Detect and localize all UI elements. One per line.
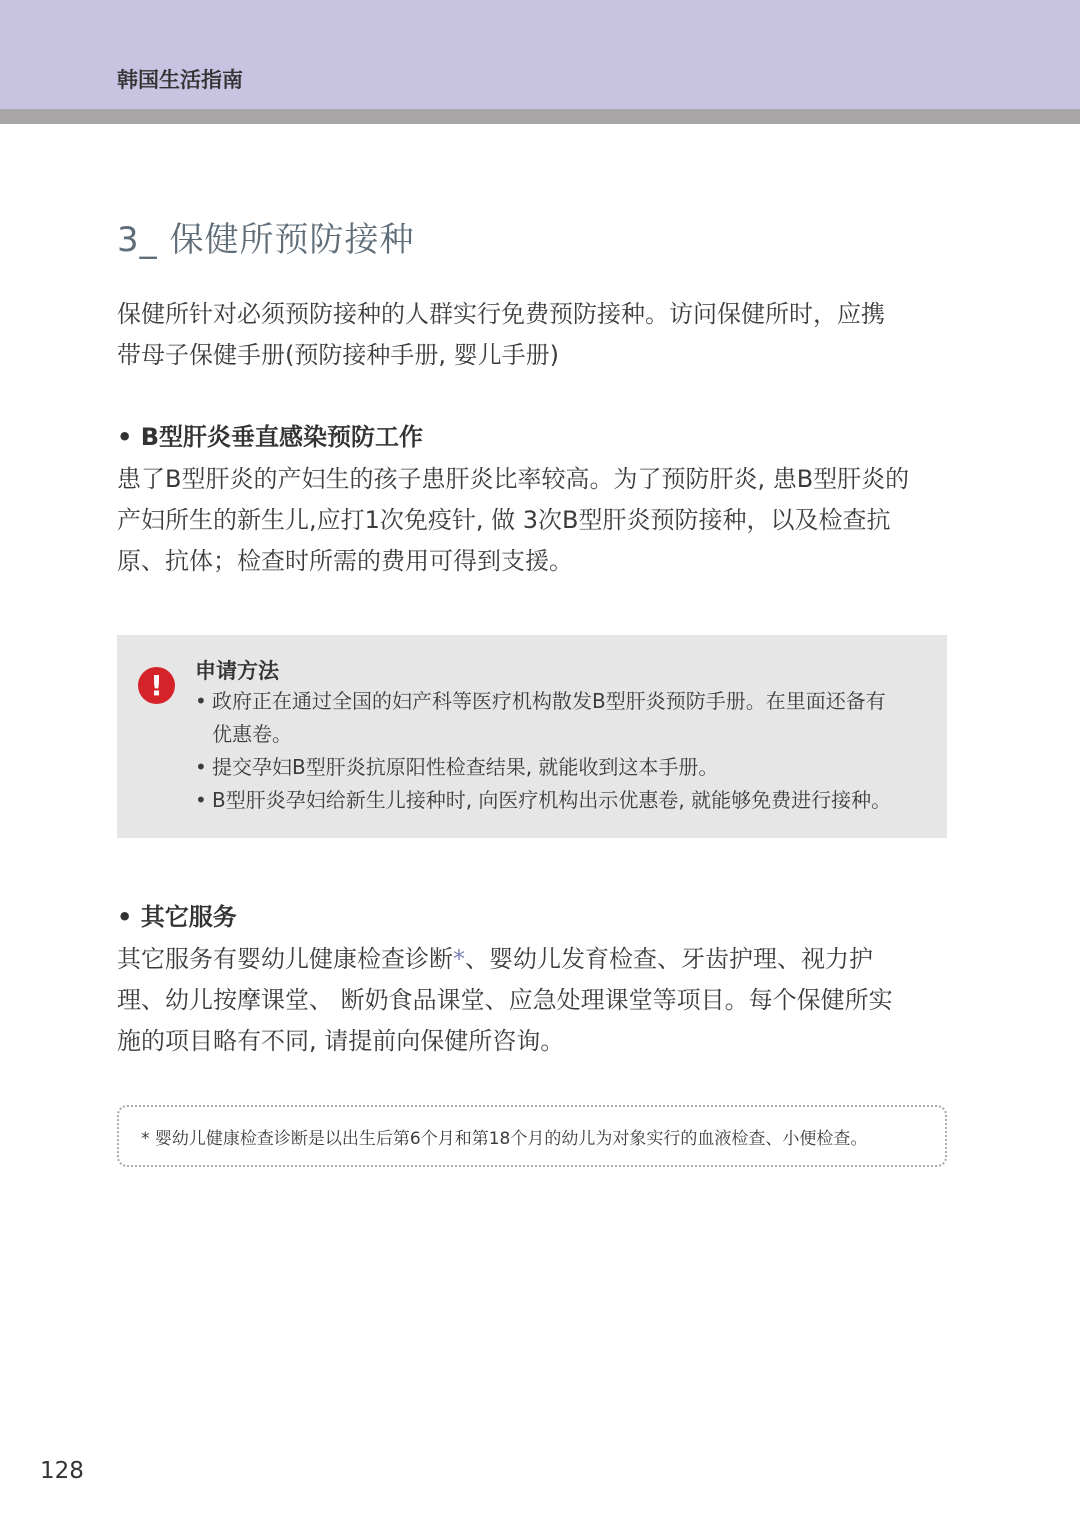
hepatitis-heading: • B型肝炎垂直感染预防工作 bbox=[117, 423, 423, 451]
section-title: 3_ 保健所预防接种 bbox=[117, 220, 415, 260]
list-item bbox=[195, 751, 940, 784]
hepatitis-line-2: 产妇所生的新生儿,应打1次免疫针, 做 3次B型肝炎预防接种，以及检查抗 bbox=[117, 506, 891, 534]
exclamation-icon: ! bbox=[138, 667, 175, 704]
other-line-3: 施的项目略有不同, 请提前向保健所咨询。 bbox=[117, 1027, 565, 1055]
list-item-line: 优惠卷。 bbox=[212, 722, 292, 746]
hepatitis-line-3: 原、抗体；检查时所需的费用可得到支援。 bbox=[117, 547, 573, 575]
other-line-1a: 其它服务有婴幼儿健康检查诊断 bbox=[117, 945, 453, 973]
application-method-box bbox=[117, 635, 947, 838]
list-item bbox=[195, 685, 940, 751]
page-number: 128 bbox=[40, 1458, 84, 1484]
other-line-1b: 、婴幼儿发育检查、牙齿护理、视力护 bbox=[465, 945, 873, 973]
hepatitis-paragraph bbox=[117, 459, 952, 582]
callout-list bbox=[195, 685, 940, 817]
list-item-line: 提交孕妇B型肝炎抗原阳性检查结果, 就能收到这本手册。 bbox=[212, 755, 719, 779]
book-title: 韩国生活指南 bbox=[117, 68, 243, 92]
page-header bbox=[0, 0, 1080, 109]
list-item-line: B型肝炎孕妇给新生儿接种时, 向医疗机构出示优惠卷, 就能够免费进行接种。 bbox=[212, 788, 892, 812]
list-item-line: 政府正在通过全国的妇产科等医疗机构散发B型肝炎预防手册。在里面还备有 bbox=[212, 689, 886, 713]
footnote-text: * 婴幼儿健康检查诊断是以出生后第6个月和第18个月的幼儿为对象实行的血液检查、小便检查。 bbox=[141, 1129, 868, 1149]
other-line-2: 理、幼儿按摩课堂、 断奶食品课堂、应急处理课堂等项目。每个保健所实 bbox=[117, 986, 893, 1014]
other-services-paragraph bbox=[117, 939, 952, 1062]
intro-line-2: 带母子保健手册(预防接种手册, 婴儿手册) bbox=[117, 341, 559, 369]
intro-line-1: 保健所针对必须预防接种的人群实行免费预防接种。访问保健所时，应携 bbox=[117, 300, 885, 328]
other-services-heading: • 其它服务 bbox=[117, 903, 237, 931]
callout-title: 申请方法 bbox=[195, 659, 279, 683]
intro-paragraph bbox=[117, 294, 952, 376]
footnote-box bbox=[117, 1105, 947, 1167]
footnote-marker: * bbox=[453, 945, 465, 973]
list-item bbox=[195, 784, 940, 817]
header-divider bbox=[0, 109, 1080, 124]
hepatitis-line-1: 患了B型肝炎的产妇生的孩子患肝炎比率较高。为了预防肝炎, 患B型肝炎的 bbox=[117, 465, 910, 493]
